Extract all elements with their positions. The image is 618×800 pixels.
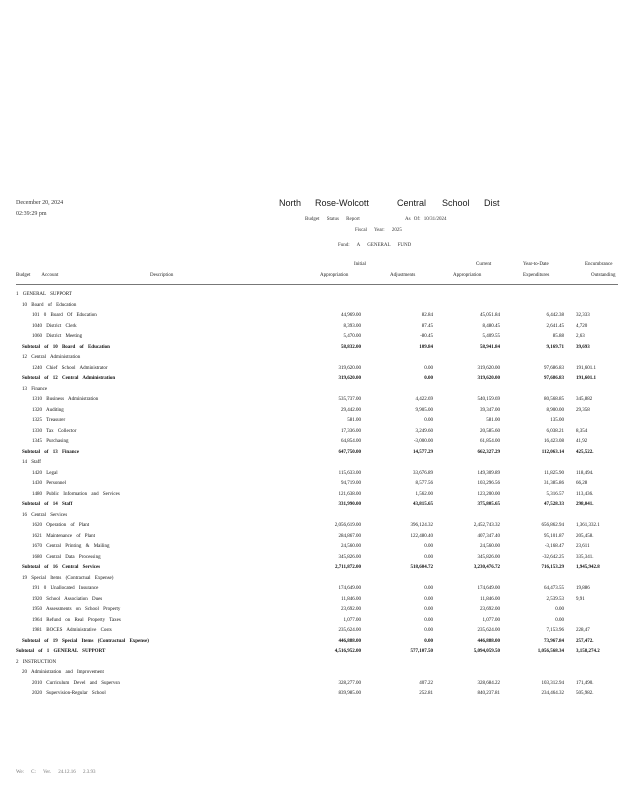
ytd-expenditures-cell: 1,056,568.34 [537,649,564,654]
title-word-2: Rose-Wolcott [315,198,369,208]
adjustments-cell: 0.00 [424,365,433,371]
initial-appropriation-cell: 24,560.00 [341,544,361,549]
table-row [0,534,618,544]
initial-appropriation-cell: 11,846.00 [341,596,361,602]
initial-appropriation-cell: 115,633.00 [338,470,361,476]
table-row [0,576,618,586]
current-appropriation-cell: 11,846.00 [480,596,500,602]
initial-appropriation-cell: 64,854.00 [341,439,361,444]
adjustments-cell: 396,124.32 [410,523,433,528]
adjustments-cell: 33,676.89 [413,470,433,476]
initial-appropriation-cell: 8,393.00 [343,323,361,329]
row-label: 1670 Central Printing & Mailing [32,544,110,549]
current-appropriation-cell: 5,094,059.50 [473,649,500,654]
current-appropriation-cell: 319,620.00 [477,365,500,371]
row-label: 1325 Treasurer [32,418,66,423]
table-row [0,471,618,481]
ytd-expenditures-cell: 9,169.71 [546,344,564,350]
table-row [0,418,618,428]
row-label: 10 Board of Education [22,302,77,308]
ytd-expenditures-cell: 8,900.00 [546,407,564,413]
current-appropriation-cell: 39,347.00 [480,407,500,413]
encumbrance-outstanding-cell: 335,341. [576,554,594,560]
initial-appropriation-cell: 319,620.00 [338,365,361,371]
table-row [0,544,618,554]
ytd-expenditures-cell: -32,642.25 [542,554,564,560]
row-label: 1330 Tax Collector [32,428,77,434]
row-label: 1950 Assessments on School Property [32,607,121,612]
encumbrance-outstanding-cell: 257,472. [576,638,594,644]
table-row [0,366,618,376]
current-appropriation-cell: 662,327.29 [477,449,500,455]
table-row [0,502,618,512]
initial-appropriation-cell: 446,888.00 [338,638,361,644]
current-appropriation-cell: 1,077.00 [482,617,500,623]
initial-appropriation-cell: 29,442.00 [341,407,361,413]
row-label: 1310 Business Administration [32,397,99,402]
initial-appropriation-cell: 17,336.00 [341,428,361,434]
table-row [0,607,618,617]
ytd-expenditures-cell: 6,442.38 [546,313,564,318]
row-label: 1320 Auditing [32,407,64,413]
current-appropriation-cell: 174,649.00 [477,586,500,591]
adjustments-cell: 0.00 [424,376,433,381]
row-label: Subtotal of 19 Special Items (Contractual Expense) [22,638,149,644]
current-appropriation-cell: 2,452,743.32 [473,523,500,528]
encumbrance-outstanding-cell: 23,611 [576,544,590,549]
ytd-expenditures-cell: 135.00 [550,418,564,423]
table-row [0,628,618,638]
encumbrance-outstanding-cell: 425,522. [576,449,594,455]
row-label: 13 Finance [22,386,48,392]
adjustments-cell: 0.00 [424,617,433,623]
initial-appropriation-cell: 235,624.00 [338,628,361,633]
row-label: 2010 Curriculum Devel and Supervsn [32,680,120,686]
col-ytd-1: Year-to-Date [523,262,549,267]
header-rule [16,284,618,285]
col-budget-account: Budget Account [16,273,59,278]
encumbrance-outstanding-cell: 66,28 [576,481,588,486]
initial-appropriation-cell: 839,985.00 [338,691,361,696]
footer-version: We: C: Ver. 24.12.16 2.3.93 [16,770,96,775]
initial-appropriation-cell: 58,832.00 [341,344,361,350]
ytd-expenditures-cell: 5,316.57 [546,491,564,497]
encumbrance-outstanding-cell: 8,354 [576,428,588,434]
col-encumbrance-1: Encumbrance [585,262,613,267]
adjustments-cell: 4,422.69 [415,397,433,402]
adjustments-cell: 0.00 [424,418,433,423]
row-label: 14 Staff [22,460,41,465]
title-word-1: North [279,198,302,208]
initial-appropriation-cell: 328,277.00 [338,680,361,686]
ytd-expenditures-cell: 6,038.21 [546,428,564,434]
adjustments-cell: 0.00 [424,596,433,602]
adjustments-cell: 0.00 [424,586,433,591]
adjustments-cell: -80.45 [420,334,433,339]
title-word-4: School [442,198,470,208]
table-row [0,586,618,596]
table-row [0,387,618,397]
report-date: December 20, 2024 [16,200,64,206]
table-row [0,439,618,449]
adjustments-cell: 8,577.56 [415,481,433,486]
table-row [0,649,618,659]
current-appropriation-cell: 319,620.00 [477,376,500,381]
ytd-expenditures-cell: 112,063.14 [541,449,564,455]
initial-appropriation-cell: 345,826.00 [338,554,361,560]
row-label: 1620 Operation of Plant [32,523,90,528]
current-appropriation-cell: 375,805.65 [477,502,500,507]
ytd-expenditures-cell: 64,473.55 [544,586,564,591]
ytd-expenditures-cell: 47,528.33 [544,502,564,507]
encumbrance-outstanding-cell: 2,63 [576,334,585,339]
adjustments-cell: 43,815.65 [413,502,433,507]
col-ytd-2: Expenditures [523,273,550,278]
report-label: Budget Status Report [305,217,360,222]
adjustments-cell: 0.00 [424,628,433,633]
table-row [0,691,618,701]
row-label: 1 GENERAL SUPPORT [16,292,72,297]
row-label: 20 Administration and Improvement [22,670,104,675]
current-appropriation-cell: 345,826.00 [477,554,500,560]
adjustments-cell: 14,577.29 [413,449,433,455]
encumbrance-outstanding-cell: 29,358 [576,407,590,413]
encumbrance-outstanding-cell: 171,490. [576,680,594,686]
current-appropriation-cell: 235,624.00 [477,628,500,633]
row-label: 1240 Chief School Administrator [32,365,108,371]
table-row [0,670,618,680]
current-appropriation-cell: 581.00 [486,418,500,423]
table-row [0,376,618,386]
row-label: 1345 Purchasing [32,439,69,444]
encumbrance-outstanding-cell: 345,882 [576,397,593,402]
table-row [0,429,618,439]
ytd-expenditures-cell: 0.00 [555,617,564,623]
current-appropriation-cell: 407,347.40 [477,533,500,539]
encumbrance-outstanding-cell: 41,92 [576,439,588,444]
encumbrance-outstanding-cell: 1,361,332.1 [576,523,600,528]
row-label: 1621 Maintenance of Plant [32,533,96,539]
initial-appropriation-cell: 4,516,952.00 [334,649,361,654]
table-row [0,313,618,323]
adjustments-cell: 9,905.00 [415,407,433,413]
encumbrance-outstanding-cell: 1,945,942.8 [576,565,600,570]
ytd-expenditures-cell: 16,423.08 [544,439,564,444]
initial-appropriation-cell: 535,737.00 [338,397,361,402]
table-row [0,397,618,407]
table-row [0,523,618,533]
initial-appropriation-cell: 23,692.00 [341,607,361,612]
table-row [0,450,618,460]
table-row [0,303,618,313]
col-initial-1: Initial [354,262,366,267]
ytd-expenditures-cell: 716,153.29 [541,565,564,570]
initial-appropriation-cell: 5,470.00 [343,334,361,339]
col-description: Description [150,273,174,278]
row-label: 1430 Personnel [32,481,66,486]
initial-appropriation-cell: 2,056,619.00 [334,523,361,528]
row-label: 101 0 Board Of Education [32,313,97,318]
col-encumbrance-2: Outstanding [591,273,616,278]
ytd-expenditures-cell: 2,539.53 [546,596,564,602]
current-appropriation-cell: 61,854.00 [480,439,500,444]
table-row [0,555,618,565]
encumbrance-outstanding-cell: 505,982. [576,691,594,696]
encumbrance-outstanding-cell: 9,91 [576,596,585,602]
row-label: 2020 Supervision-Regular School [32,691,106,696]
current-appropriation-cell: 8,480.45 [482,323,500,329]
table-row [0,597,618,607]
table-row [0,660,618,670]
adjustments-cell: 577,107.50 [410,649,433,654]
table-row [0,334,618,344]
encumbrance-outstanding-cell: 191,601.1 [576,365,596,371]
current-appropriation-cell: 20,585.60 [480,428,500,434]
table-row [0,292,618,302]
col-current-1: Current [476,262,492,267]
initial-appropriation-cell: 121,638.00 [338,491,361,497]
table-row [0,355,618,365]
current-appropriation-cell: 840,237.81 [477,691,500,696]
current-appropriation-cell: 58,941.84 [480,344,500,350]
encumbrance-outstanding-cell: 118,494. [576,470,594,476]
adjustments-cell: 1,562.00 [415,491,433,497]
row-label: 1964 Refund on Real Property Taxes [32,617,121,623]
ytd-expenditures-cell: 73,967.84 [544,638,564,644]
adjustments-cell: 0.00 [424,544,433,549]
initial-appropriation-cell: 44,969.00 [341,313,361,318]
current-appropriation-cell: 5,409.55 [482,334,500,339]
title-word-5: Dist [484,198,500,208]
table-row [0,481,618,491]
row-label: 1420 Legal [32,470,58,476]
current-appropriation-cell: 3,230,476.72 [473,565,500,570]
encumbrance-outstanding-cell: 205,458. [576,533,594,539]
adjustments-cell: 252.81 [419,691,433,696]
row-label: Subtotal of 1 GENERAL SUPPORT [16,649,106,654]
fund-label: Fund: A GENERAL FUND [338,243,412,248]
row-label: Subtotal of 12 Central Administration [22,376,116,381]
encumbrance-outstanding-cell: 39,693 [576,344,590,350]
table-row [0,460,618,470]
ytd-expenditures-cell: 656,862.94 [541,523,564,528]
table-row [0,513,618,523]
ytd-expenditures-cell: 97,686.83 [544,365,564,371]
encumbrance-outstanding-cell: 113,436. [576,491,594,497]
report-as-of: As Of: 10/31/2024 [405,217,447,222]
adjustments-cell: 0.00 [424,607,433,612]
col-adjustments: Adjustments [390,273,416,278]
current-appropriation-cell: 23,692.00 [480,607,500,612]
current-appropriation-cell: 45,051.84 [480,313,500,318]
adjustments-cell: 82.84 [421,313,433,318]
row-label: 2 INSTRUCTION [16,659,57,665]
ytd-expenditures-cell: 234,464.32 [541,691,564,696]
initial-appropriation-cell: 2,711,872.00 [335,565,361,570]
table-row [0,618,618,628]
encumbrance-outstanding-cell: 32,333 [576,313,590,318]
fiscal-year: Fiscal Year: 2025 [355,228,402,233]
encumbrance-outstanding-cell: 3,158,274.2 [576,649,600,654]
current-appropriation-cell: 540,159.69 [477,397,500,402]
current-appropriation-cell: 149,309.89 [477,470,500,476]
encumbrance-outstanding-cell: 19,886 [576,586,590,591]
current-appropriation-cell: 446,888.00 [477,638,500,644]
row-label: Subtotal of 14 Staff [22,502,73,507]
initial-appropriation-cell: 94,719.00 [341,481,361,486]
row-label: 1480 Public Information and Services [32,491,120,497]
row-label: 16 Central Services [22,512,68,518]
adjustments-cell: 109.84 [419,344,433,350]
ytd-expenditures-cell: 80,568.85 [544,397,564,402]
table-row [0,408,618,418]
report-time: 02:39:29 pm [16,211,47,217]
row-label: 1981 BOCES Administrative Costs [32,628,112,633]
ytd-expenditures-cell: -3,168.47 [544,544,564,549]
initial-appropriation-cell: 174,649.00 [338,586,361,591]
adjustments-cell: 87.45 [421,323,433,329]
encumbrance-outstanding-cell: 4,720 [576,323,588,329]
col-initial-2: Appropriation [320,273,349,278]
initial-appropriation-cell: 647,750.00 [338,449,361,455]
initial-appropriation-cell: 319,620.00 [338,376,361,381]
table-row [0,639,618,649]
initial-appropriation-cell: 1,077.00 [343,617,361,623]
current-appropriation-cell: 24,560.00 [480,544,500,549]
ytd-expenditures-cell: 2,641.45 [546,323,564,329]
encumbrance-outstanding-cell: 298,041. [576,502,594,507]
ytd-expenditures-cell: 31,385.86 [544,481,564,486]
ytd-expenditures-cell: 7,153.96 [546,628,564,633]
row-label: 1920 School Association Dues [32,596,103,602]
row-label: 191 0 Unallocated Insurance [32,586,99,591]
row-label: 1680 Central Data Processing [32,554,101,560]
row-label: Subtotal of 13 Finance [22,449,79,455]
encumbrance-outstanding-cell: 191,601.1 [576,376,596,381]
current-appropriation-cell: 103,296.56 [477,481,500,486]
row-label: 19 Special Items (Contractual Expense) [22,575,114,581]
table-row [0,565,618,575]
row-label: 1040 District Clerk [32,323,77,329]
ytd-expenditures-cell: 95,101.87 [544,533,564,539]
adjustments-cell: 0.00 [424,554,433,560]
encumbrance-outstanding-cell: 228,47 [576,628,590,633]
initial-appropriation-cell: 284,867.00 [338,533,361,539]
table-row [0,492,618,502]
initial-appropriation-cell: 331,990.00 [338,502,361,507]
adjustments-cell: 122,480.40 [410,533,433,539]
current-appropriation-cell: 328,684.22 [477,680,500,686]
row-label: 1060 District Meeting [32,334,83,339]
table-row [0,324,618,334]
row-label: 12 Central Administration [22,355,81,360]
table-row [0,345,618,355]
row-label: Subtotal of 16 Central Services [22,565,101,570]
ytd-expenditures-cell: 103,312.94 [541,680,564,686]
col-current-2: Appropriation [453,273,482,278]
adjustments-cell: 0.00 [424,638,433,644]
table-row [0,681,618,691]
title-word-3: Central [397,198,427,208]
ytd-expenditures-cell: 11,825.90 [544,470,564,476]
adjustments-cell: 518,604.72 [410,565,433,570]
adjustments-cell: -3,000.00 [413,439,433,444]
row-label: Subtotal of 10 Board of Education [22,344,110,350]
ytd-expenditures-cell: 97,686.83 [544,376,564,381]
initial-appropriation-cell: 581.00 [347,418,361,423]
adjustments-cell: 407.22 [419,680,433,686]
current-appropriation-cell: 123,200.00 [477,491,500,497]
ytd-expenditures-cell: 85.88 [552,334,564,339]
adjustments-cell: 3,249.60 [415,428,433,434]
ytd-expenditures-cell: 0.00 [555,607,564,612]
